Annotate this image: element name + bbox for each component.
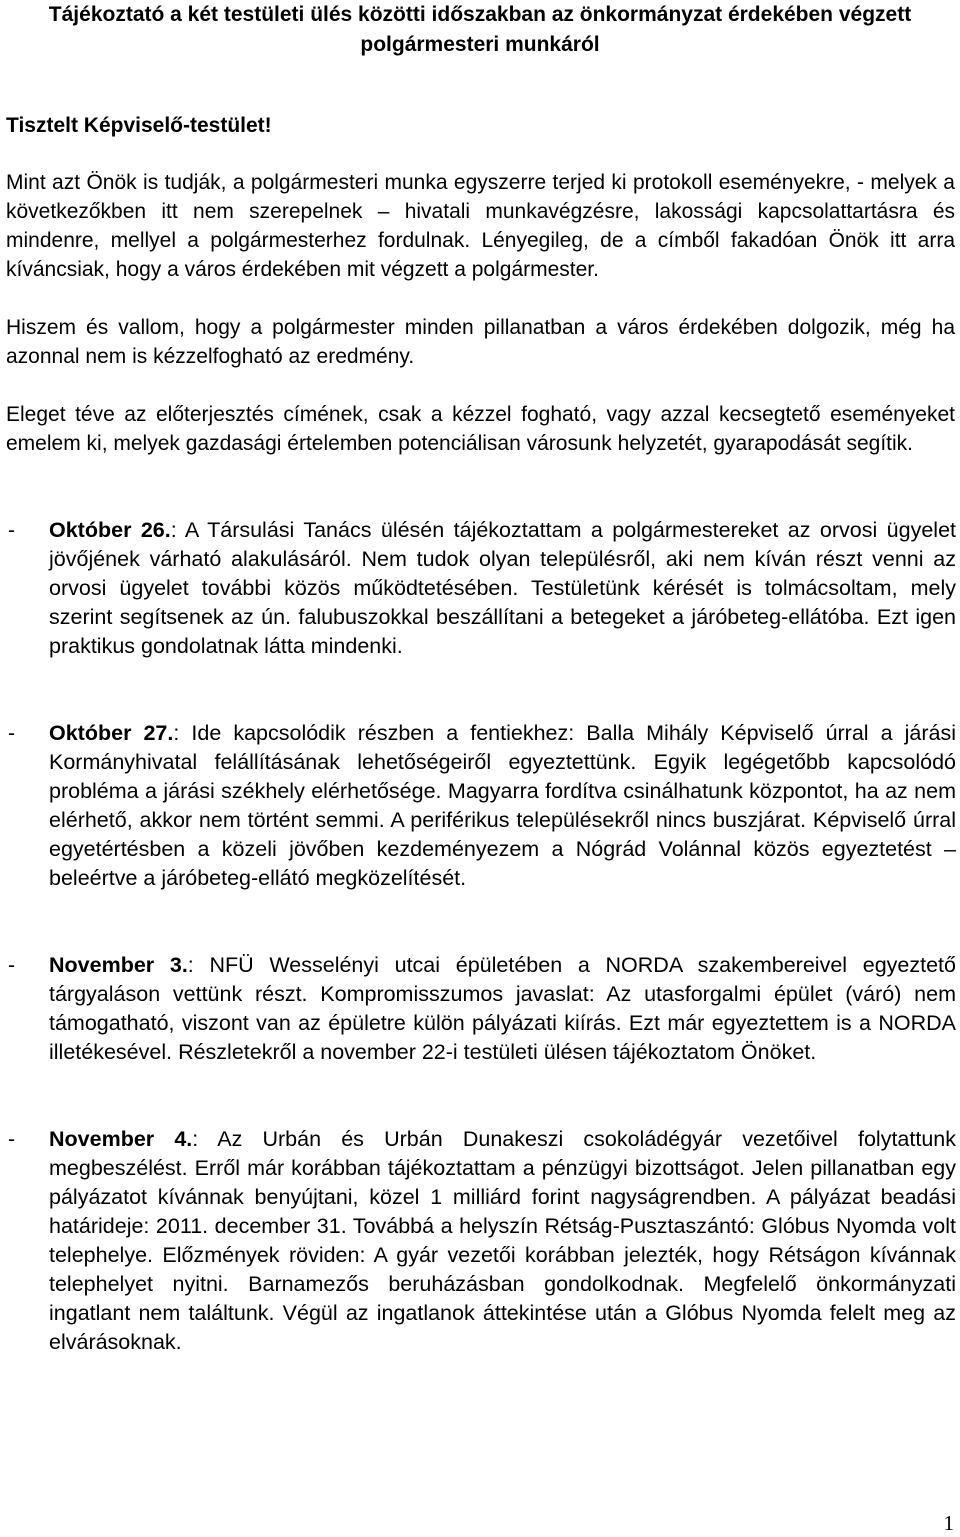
list-item-oct-26 bbox=[6, 516, 956, 661]
list-dash: - bbox=[8, 722, 15, 745]
list-dash: - bbox=[8, 519, 15, 542]
list-dash: - bbox=[8, 1128, 15, 1151]
item-date: Október 27. bbox=[49, 721, 174, 745]
document-title: Tájékoztató a két testületi ülés közötti időszakban az önkormányzat érdekében végzett polgármesteri munkáról bbox=[48, 3, 912, 56]
salutation: Tisztelt Képviselő-testület! bbox=[6, 114, 272, 137]
list-item-body bbox=[49, 1125, 956, 1357]
list-dash: - bbox=[8, 954, 15, 977]
list-item-body bbox=[49, 516, 956, 661]
item-date: November 4. bbox=[49, 1127, 193, 1151]
item-text: : Ide kapcsolódik részben a fentiekhez: Balla Mihály Képviselő úrral a járási Kormányhivatal felállításának lehetőségeiről egyeztettünk. Egyik legégetőbb kapcsolódó probléma a járási székhely elérhetősége. Magyarra fordítva csinálhatunk központot, ha az nem elérhető, akkor nem történt semmi. A periférikus településekről nincs buszjárat. Képviselő úrral egyetértésben a közeli jövőben kezdeményezem a Nógrád Volánnal közös egyeztetést – beleértve a járóbeteg-ellátó megközelítését. bbox=[49, 721, 957, 890]
list-item-body bbox=[49, 951, 956, 1067]
intro-paragraph-3: Eleget téve az előterjesztés címének, csak a kézzel fogható, vagy azzal kecsegtető eseményeket emelem ki, melyek gazdasági értelemben potenciálisan városunk helyzetét, gyarapodását segítik. bbox=[6, 403, 955, 455]
intro-paragraph-1: Mint azt Önök is tudják, a polgármesteri munka egyszerre terjed ki protokoll eseményekre, - melyek a következőkben itt nem szerepelnek – hivatali munkavégzésre, lakossági kapcsolattartásra és mindenre, mellyel a polgármesterhez fordulnak. Lényegileg, de a címből fakadóan Önök itt arra kíváncsiak, hogy a város érdekében mit végzett a polgármester. bbox=[6, 171, 955, 281]
list-item-nov-4 bbox=[6, 1125, 956, 1357]
list-item-oct-27 bbox=[6, 719, 956, 893]
item-text: : A Társulási Tanács ülésén tájékoztattam a polgármestereket az orvosi ügyelet jövőjének várható alakulásáról. Nem tudok olyan településről, aki nem kíván részt venni az orvosi ügyelet további közös működtetésében. Testületünk kérését is tolmácsoltam, mely szerint segítsenek az ún. falubuszokkal beszállítani a betegeket a járóbeteg-ellátóba. Ezt igen praktikus gondolatnak látta mindenki. bbox=[49, 518, 956, 658]
intro-paragraph-2: Hiszem és vallom, hogy a polgármester minden pillanatban a város érdekében dolgozik, még ha azonnal nem is kézzelfogható az eredmény. bbox=[6, 316, 955, 368]
item-text: : NFÜ Wesselényi utcai épületében a NORDA szakembereivel egyeztető tárgyaláson vettünk részt. Kompromisszumos javaslat: Az utasforgalmi épület (váró) nem támogatható, viszont van az épületre külön pályázati kiírás. Ezt már egyeztettem is a NORDA illetékesével. Részletekről a november 22-i testületi ülésen tájékoztatom Önöket. bbox=[49, 953, 956, 1064]
item-date: November 3. bbox=[49, 953, 188, 977]
list-item-body bbox=[49, 719, 956, 893]
item-date: Október 26. bbox=[49, 518, 171, 542]
page-number: 1 bbox=[943, 1511, 954, 1535]
item-text: : Az Urbán és Urbán Dunakeszi csokoládégyár vezetőivel folytattunk megbeszélést. Erről már korábban tájékoztattam a pénzügyi bizottságot. Jelen pillanatban egy pályázatot kívánnak benyújtani, közel 1 milliárd forint nagyságrendben. A pályázat beadási határideje: 2011. december 31. Továbbá a helyszín Rétság-Pusztaszántó: Glóbus Nyomda volt telephelye. Előzmények röviden: A gyár vezetői korábban jelezték, hogy Rétságon kívánnak telephelyet nyitni. Barnamezős beruházásban gondolkodnak. Megfelelő önkormányzati ingatlant nem találtunk. Végül az ingatlanok áttekintése után a Glóbus Nyomda felelt meg az elvárásoknak. bbox=[49, 1127, 956, 1354]
list-item-nov-3 bbox=[6, 951, 956, 1067]
